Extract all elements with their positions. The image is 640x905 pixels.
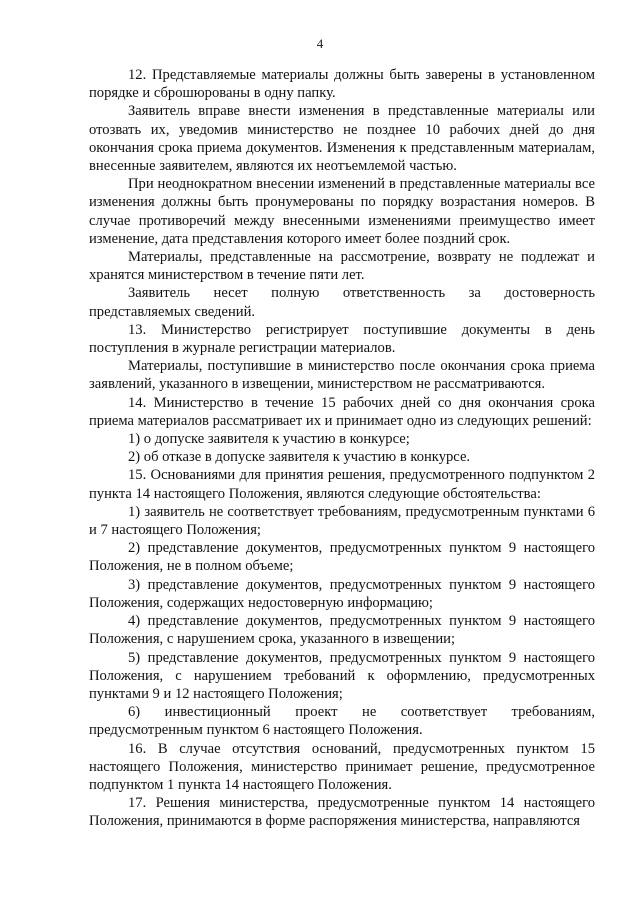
paragraph: 13. Министерство регистрирует поступившие документы в день поступления в журнале регистрации материалов.: [89, 321, 595, 357]
list-item: 2) об отказе в допуске заявителя к участию в конкурсе.: [128, 449, 471, 466]
paragraph: 16. В случае отсутствия оснований, предусмотренных пунктом 15 настоящего Положения, министерство принимает решение, предусмотренное подпунктом 1 пункта 14 настоящего Положения.: [89, 740, 595, 793]
list-item: 5) представление документов, предусмотренных пунктом 9 настоящего Положения, с нарушением требований к оформлению, предусмотренных пунктами 9 и 12 настоящего Положения;: [89, 649, 595, 702]
paragraph: Материалы, представленные на рассмотрение, возврату не подлежат и хранятся министерством в течение пяти лет.: [89, 249, 595, 284]
paragraph: Материалы, поступившие в министерство после окончания срока приема заявлений, указанного в извещении, министерством не рассматриваются.: [89, 358, 595, 393]
paragraph: При неоднократном внесении изменений в представленные материалы все изменения должны быть пронумерованы по порядку возрастания номеров. В случае противоречий между внесенными изменениями преимущество имеет изменение, дата представления которого имеет более поздний срок.: [89, 176, 595, 247]
paragraph: Заявитель несет полную ответственность за достоверность представляемых сведений.: [89, 285, 595, 320]
paragraph: 12. Представляемые материалы должны быть заверены в установленном порядке и сброшюрованы в одну папку.: [89, 67, 595, 102]
list-item: 1) о допуске заявителя к участию в конкурсе;: [128, 431, 410, 448]
paragraph: 15. Основаниями для принятия решения, предусмотренного подпунктом 2 пункта 14 настоящего Положения, являются следующие обстоятельства:: [89, 467, 595, 502]
document-body: [89, 66, 595, 831]
list-item: 1) заявитель не соответствует требованиям, предусмотренным пунктами 6 и 7 настоящего Положения;: [89, 503, 595, 539]
list-item: 2) представление документов, предусмотренных пунктом 9 настоящего Положения, не в полном объеме;: [89, 540, 595, 575]
paragraph: 17. Решения министерства, предусмотренные пунктом 14 настоящего Положения, принимаются в форме распоряжения министерства, направляются: [89, 795, 595, 830]
list-item: 4) представление документов, предусмотренных пунктом 9 настоящего Положения, с нарушением срока, указанного в извещении;: [89, 613, 595, 648]
page-number: 4: [316, 36, 324, 51]
list-item: 3) представление документов, предусмотренных пунктом 9 настоящего Положения, содержащих недостоверную информацию;: [89, 576, 595, 611]
list-item: 6) инвестиционный проект не соответствует требованиям, предусмотренным пунктом 6 настоящего Положения.: [89, 704, 595, 739]
paragraph: Заявитель вправе внести изменения в представленные материалы или отозвать их, уведомив министерство не позднее 10 рабочих дней до дня окончания срока приема документов. Изменения к представленным материалам, внесенные заявителем, являются их неотъемлемой частью.: [89, 103, 595, 175]
paragraph: 14. Министерство в течение 15 рабочих дней со дня окончания срока приема материалов рассматривает их и принимает одно из следующих решений:: [89, 394, 595, 429]
